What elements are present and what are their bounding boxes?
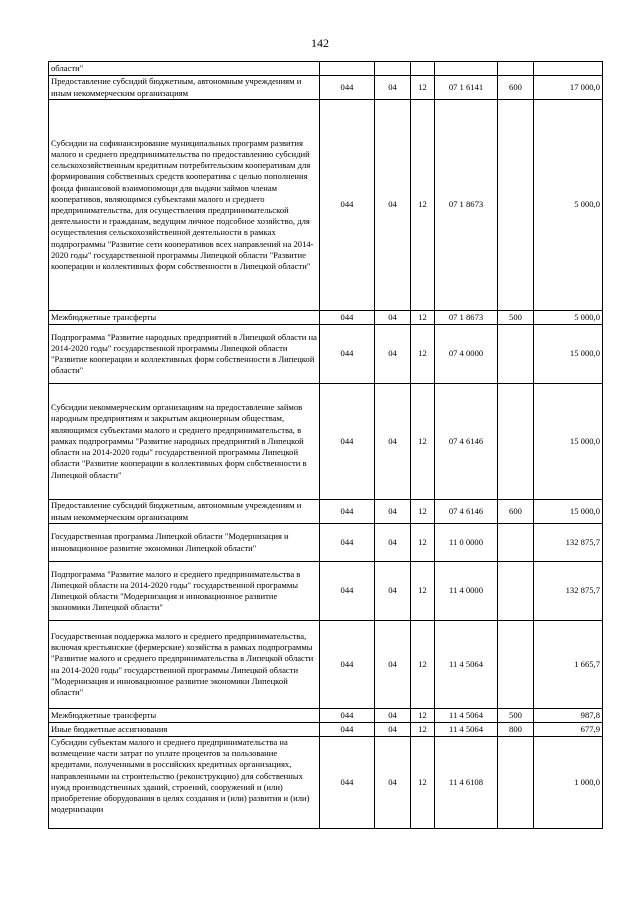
row-name: Подпрограмма "Развитие народных предприятий в Липецкой области на 2014-2020 годы" государственной программы Липецкой области "Развитие кооперации и коллективных форм собственности в Липецкой области" xyxy=(49,325,320,384)
subsection-code: 12 xyxy=(411,76,435,100)
target-code: 11 4 5064 xyxy=(435,621,498,709)
target-code: 11 4 5064 xyxy=(435,723,498,737)
amount: 1 665,7 xyxy=(534,621,603,709)
target-code xyxy=(435,62,498,76)
table-row xyxy=(49,500,603,524)
subsection-code: 12 xyxy=(411,325,435,384)
target-code: 11 0 0000 xyxy=(435,524,498,562)
section-code: 04 xyxy=(375,100,411,311)
table-row xyxy=(49,723,603,737)
row-name: Межбюджетные трансферты xyxy=(49,709,320,723)
target-code: 07 4 0000 xyxy=(435,325,498,384)
expense-type-code xyxy=(498,62,534,76)
target-code: 07 1 8673 xyxy=(435,311,498,325)
amount: 5 000,0 xyxy=(534,100,603,311)
expense-type-code xyxy=(498,562,534,621)
table-row xyxy=(49,325,603,384)
section-code: 04 xyxy=(375,737,411,829)
amount: 1 000,0 xyxy=(534,737,603,829)
table-row xyxy=(49,76,603,100)
amount: 132 875,7 xyxy=(534,562,603,621)
expense-type-code: 500 xyxy=(498,311,534,325)
section-code: 04 xyxy=(375,311,411,325)
amount: 677,9 xyxy=(534,723,603,737)
subsection-code: 12 xyxy=(411,100,435,311)
subsection-code: 12 xyxy=(411,709,435,723)
ministry-code: 044 xyxy=(320,311,375,325)
table-row xyxy=(49,311,603,325)
target-code: 07 1 8673 xyxy=(435,100,498,311)
section-code: 04 xyxy=(375,621,411,709)
ministry-code: 044 xyxy=(320,562,375,621)
table-row xyxy=(49,737,603,829)
row-name: Предоставление субсидий бюджетным, автономным учреждениям и иным некоммерческим организациям xyxy=(49,76,320,100)
amount: 15 000,0 xyxy=(534,325,603,384)
ministry-code: 044 xyxy=(320,709,375,723)
amount: 5 000,0 xyxy=(534,311,603,325)
section-code: 04 xyxy=(375,562,411,621)
row-name xyxy=(49,737,320,829)
section-code: 04 xyxy=(375,384,411,500)
expense-type-code: 500 xyxy=(498,709,534,723)
section-code: 04 xyxy=(375,76,411,100)
ministry-code: 044 xyxy=(320,524,375,562)
subsection-code: 12 xyxy=(411,524,435,562)
ministry-code xyxy=(320,62,375,76)
ministry-code: 044 xyxy=(320,384,375,500)
subsection-code: 12 xyxy=(411,621,435,709)
section-code: 04 xyxy=(375,709,411,723)
ministry-code: 044 xyxy=(320,100,375,311)
section-code: 04 xyxy=(375,325,411,384)
expense-type-code xyxy=(498,524,534,562)
page-number: 142 xyxy=(311,36,329,50)
ministry-code: 044 xyxy=(320,76,375,100)
table-row xyxy=(49,100,603,311)
target-code: 07 4 6146 xyxy=(435,500,498,524)
target-code: 11 4 6108 xyxy=(435,737,498,829)
section-code: 04 xyxy=(375,723,411,737)
budget-table xyxy=(48,61,603,829)
row-name-text: Субсидии субъектам малого и среднего предпринимательства на возмещение части затрат по уплате процентов за пользование кредитами, полученными в российских кредитных организациях, направленными на строительство (реконструкцию) для собственных нужд производственных зданий, строений, сооружений и (или) приобретение оборудования в целях создания и (или) развития и (или) модернизации xyxy=(51,737,310,815)
table-row xyxy=(49,709,603,723)
expense-type-code xyxy=(498,737,534,829)
expense-type-code xyxy=(498,325,534,384)
ministry-code: 044 xyxy=(320,737,375,829)
subsection-code: 12 xyxy=(411,384,435,500)
row-name: области" xyxy=(49,62,320,76)
row-name: Предоставление субсидий бюджетным, автономным учреждениям и иным некоммерческим организациям xyxy=(49,500,320,524)
expense-type-code: 800 xyxy=(498,723,534,737)
subsection-code: 12 xyxy=(411,562,435,621)
subsection-code: 12 xyxy=(411,311,435,325)
amount: 987,8 xyxy=(534,709,603,723)
section-code: 04 xyxy=(375,500,411,524)
target-code: 07 4 6146 xyxy=(435,384,498,500)
target-code: 07 1 6141 xyxy=(435,76,498,100)
table-row xyxy=(49,562,603,621)
section-code xyxy=(375,62,411,76)
table-row xyxy=(49,384,603,500)
table-row xyxy=(49,621,603,709)
amount xyxy=(534,62,603,76)
amount: 15 000,0 xyxy=(534,500,603,524)
target-code: 11 4 0000 xyxy=(435,562,498,621)
row-name: Иные бюджетные ассигнования xyxy=(49,723,320,737)
row-name: Государственная поддержка малого и среднего предпринимательства, включая крестьянские (фермерские) хозяйства в рамках подпрограммы "Развитие малого и среднего предпринимательства в Липецкой области на 2014-2020 годы" государственной программы Липецкой области "Модернизация и инновационное развитие экономики Липецкой области" xyxy=(49,621,320,709)
ministry-code: 044 xyxy=(320,500,375,524)
expense-type-code: 600 xyxy=(498,76,534,100)
target-code: 11 4 5064 xyxy=(435,709,498,723)
expense-type-code xyxy=(498,384,534,500)
ministry-code: 044 xyxy=(320,325,375,384)
amount: 132 875,7 xyxy=(534,524,603,562)
row-name: Межбюджетные трансферты xyxy=(49,311,320,325)
section-code: 04 xyxy=(375,524,411,562)
expense-type-code: 600 xyxy=(498,500,534,524)
row-name: Субсидии некоммерческим организациям на предоставление займов народным предприятиям и закрытым акционерным обществам, являющимся субъектами малого и среднего предпринимательства, в рамках подпрограммы "Развитие народных предприятий в Липецкой области на 2014-2020 годы" государственной программы Липецкой области "Развитие кооперации в коллективных форм собственности в Липецкой области" xyxy=(49,384,320,500)
expense-type-code xyxy=(498,100,534,311)
subsection-code: 12 xyxy=(411,500,435,524)
ministry-code: 044 xyxy=(320,621,375,709)
row-name: Государственная программа Липецкой области "Модернизация и инновационное развитие экономики Липецкой области" xyxy=(49,524,320,562)
ministry-code: 044 xyxy=(320,723,375,737)
subsection-code: 12 xyxy=(411,723,435,737)
subsection-code: 12 xyxy=(411,737,435,829)
subsection-code xyxy=(411,62,435,76)
table-row xyxy=(49,62,603,76)
row-name: Субсидии на софинансирование муниципальных программ развития малого и среднего предпринимательства по предоставлению субсидий сельскохозяйственным кредитным потребительским кооперативам для формирования собственных средств кооператива с целью пополнения фонда финансовой взаимопомощи для выдачи займов членам кооперативов, являющимся субъектами малого и среднего предпринимательства, для осуществления предпринимательской деятельности и гражданам, ведущим личное подсобное хозяйство, для осуществления сельскохозяйственной деятельности в рамках подпрограммы "Развитие сети кооперативов всех направлений на 2014-2020 годы" государственной программы Липецкой области "Развитие кооперации и коллективных форм собственности в Липецкой области" xyxy=(49,100,320,311)
expense-type-code xyxy=(498,621,534,709)
amount: 17 000,0 xyxy=(534,76,603,100)
table-row xyxy=(49,524,603,562)
amount: 15 000,0 xyxy=(534,384,603,500)
row-name: Подпрограмма "Развитие малого и среднего предпринимательства в Липецкой области на 2014-2020 годы" государственной программы Липецкой области "Модернизация и инновационное развитие экономики Липецкой области" xyxy=(49,562,320,621)
